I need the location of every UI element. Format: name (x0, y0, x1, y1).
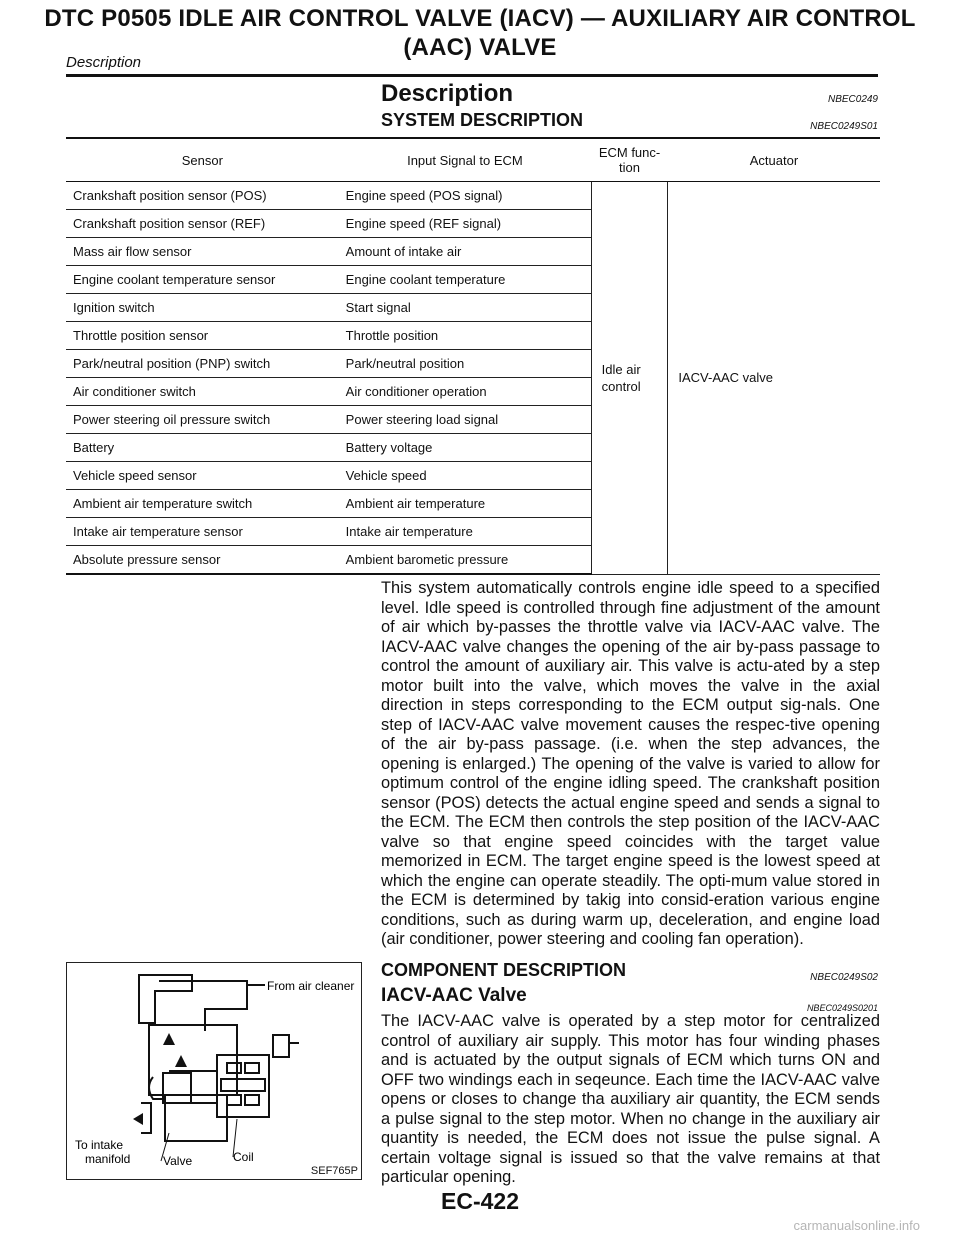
sensor-cell: Park/neutral position (PNP) switch (66, 350, 339, 378)
system-table (66, 137, 880, 575)
signal-cell: Start signal (339, 294, 591, 322)
page-number: EC-422 (441, 1188, 519, 1214)
header-subtitle: Description (66, 54, 142, 71)
header-title-line2: (AAC) VALVE (403, 34, 557, 61)
flow-arrow-icon (163, 1033, 175, 1045)
col-header-signal: Input Signal to ECM (339, 138, 591, 182)
air-inlet-duct (139, 975, 192, 1023)
sensor-cell: Intake air temperature sensor (66, 518, 339, 546)
coil-winding (245, 1063, 259, 1073)
manifold-label: manifold (85, 1152, 131, 1166)
component-description-title: COMPONENT DESCRIPTION (381, 960, 627, 980)
page-header-title (0, 4, 960, 62)
valve-label: Valve (163, 1154, 193, 1168)
watermark: carmanualsonline.info (793, 1218, 920, 1233)
sensor-cell: Vehicle speed sensor (66, 462, 339, 490)
sensor-cell: Power steering oil pressure switch (66, 406, 339, 434)
to-intake-label: To intake (75, 1138, 124, 1152)
header-rule (66, 74, 878, 77)
signal-cell: Engine speed (POS signal) (339, 182, 591, 210)
sensor-cell: Battery (66, 434, 339, 462)
col-header-ecm-function: ECM func- tion (591, 138, 668, 182)
sensor-cell: Crankshaft position sensor (REF) (66, 210, 339, 238)
flow-arrow-icon (175, 1055, 187, 1067)
table-row (66, 182, 880, 210)
component-description-code: NBEC0249S02 (810, 972, 878, 983)
signal-cell: Ambient barometic pressure (339, 546, 591, 575)
valve-head (163, 1073, 191, 1103)
system-description-paragraph: This system automatically controls engine idle speed to a specified level. Idle speed is controlled through fine adjustment of the amount of air which by-passes the throttle valve via IACV-AAC valve. The IACV-AAC valve changes the opening of the air by-pass passage to control the amount of auxiliary air. This valve is actu-ated by a step motor built into the valve, which moves the valve in the axial direction in steps corresponding to the ECM output sig-nals. One step of IACV-AAC valve movement causes the respec-tive opening of the air by-pass passage. (i.e. when the step advances, the opening is enlarged.) The opening of the valve is varied to allow for optimum control of the engine idling speed. The crankshaft position sensor (POS) detects the actual engine speed and sends a signal to the ECM. The ECM then controls the step position of the IACV-AAC valve so that engine speed coincides with the target value memorized in ECM. The target engine speed is the lowest speed at which the engine can operate steadily. The opti-mum value stored in the ECM is determined by takig into consid-eration various engine conditions, such as during warm up, deceleration, and engine load (air conditioner, power steering and cooling fan operation). (381, 579, 880, 948)
signal-cell: Park/neutral position (339, 350, 591, 378)
sensor-cell: Air conditioner switch (66, 378, 339, 406)
figure-code: SEF765P (310, 1165, 358, 1177)
from-air-cleaner-label: From air cleaner (267, 979, 355, 993)
iacv-aac-valve-figure (66, 962, 362, 1180)
coil-winding (227, 1095, 241, 1105)
inlet-pipe (159, 981, 247, 1031)
valve-diagram (67, 963, 360, 1178)
ecm-function-cell: Idle air control (591, 182, 668, 575)
section-title: Description (381, 80, 514, 107)
signal-cell: Air conditioner operation (339, 378, 591, 406)
coil-winding (245, 1095, 259, 1105)
sensor-cell: Engine coolant temperature sensor (66, 266, 339, 294)
header-title-line1: DTC P0505 IDLE AIR CONTROL VALVE (IACV) — AUXILIARY AIR CONTROL (44, 5, 916, 32)
section-code: NBEC0249 (827, 94, 878, 105)
signal-cell: Battery voltage (339, 434, 591, 462)
system-description-code: NBEC0249S01 (810, 121, 878, 132)
signal-cell: Amount of intake air (339, 238, 591, 266)
sensor-cell: Crankshaft position sensor (POS) (66, 182, 339, 210)
signal-cell: Ambient air temperature (339, 490, 591, 518)
iacv-aac-valve-code: NBEC0249S0201 (806, 1003, 878, 1013)
table-header-row (66, 138, 880, 182)
col-header-sensor: Sensor (66, 138, 339, 182)
component-description-paragraph: The IACV-AAC valve is operated by a step motor for centralized control of auxiliary air supply. This motor has four winding phases and is actuated by the output signals of ECM which turns ON and OFF two windings each in seqeunce. Each time the IACV-AAC valve opens or closes to change tha auxiliary air quantity, the ECM sends a pulse signal to the step motor. When no change in the auxiliary air quantity is needed, the ECM does not issue the pulse signal. A certain voltage signal is issued so that the valve remains at that particular opening. (381, 1012, 880, 1186)
sensor-cell: Ignition switch (66, 294, 339, 322)
system-description-title: SYSTEM DESCRIPTION (381, 110, 584, 130)
sensor-cell: Throttle position sensor (66, 322, 339, 350)
connector (273, 1035, 289, 1057)
coil-winding (227, 1063, 241, 1073)
coil-label: Coil (233, 1150, 254, 1164)
sensor-cell: Mass air flow sensor (66, 238, 339, 266)
valve-stem (169, 1071, 217, 1103)
flow-arrow-icon (133, 1113, 143, 1125)
sensor-cell: Absolute pressure sensor (66, 546, 339, 575)
signal-cell: Engine speed (REF signal) (339, 210, 591, 238)
iacv-aac-valve-title: IACV-AAC Valve (381, 985, 527, 1006)
signal-cell: Engine coolant temperature (339, 266, 591, 294)
actuator-cell: IACV-AAC valve (668, 182, 880, 575)
signal-cell: Power steering load signal (339, 406, 591, 434)
coil-housing (217, 1055, 269, 1117)
signal-cell: Vehicle speed (339, 462, 591, 490)
sensor-cell: Ambient air temperature switch (66, 490, 339, 518)
signal-cell: Intake air temperature (339, 518, 591, 546)
col-header-actuator: Actuator (668, 138, 880, 182)
signal-cell: Throttle position (339, 322, 591, 350)
motor-shaft (221, 1079, 265, 1091)
